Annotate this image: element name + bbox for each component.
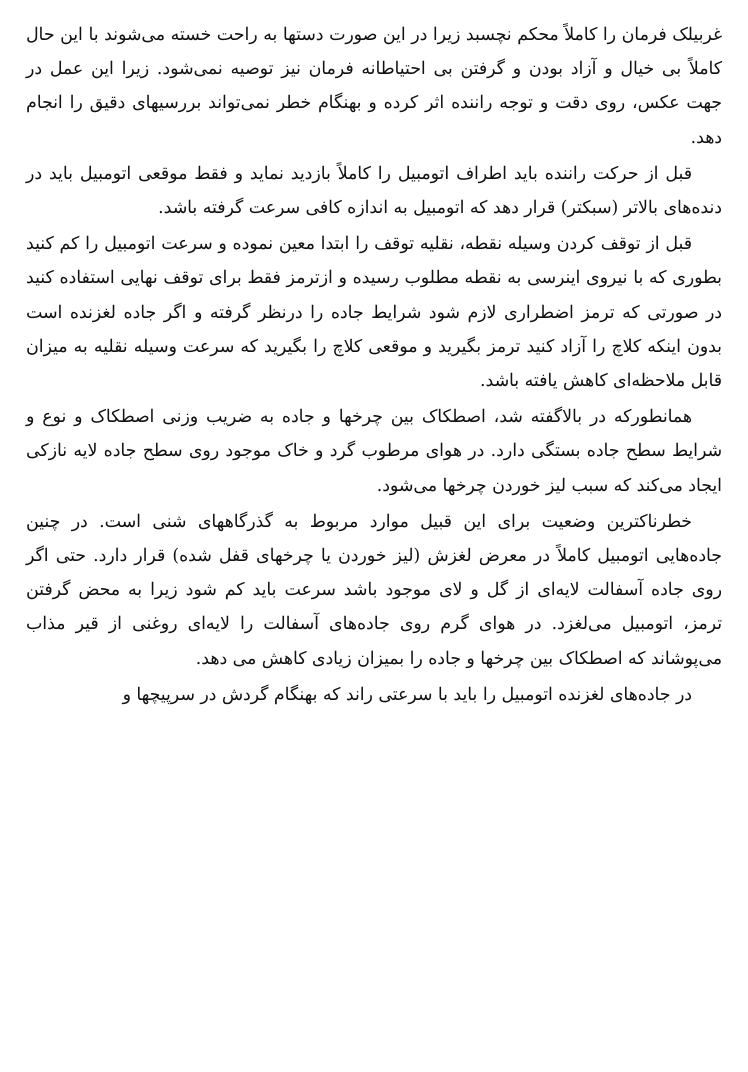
- paragraph-4: همانطورکه در بالاگفته شد، اصطکاک بین چرخها و جاده به ضریب وزنی اصطکاک و نوع و شرایط سطح جاده بستگی دارد. در هوای مرطوب گرد و خاک موجود روی سطح جاده لایه نازکی ایجاد می‌کند که سبب لیز خوردن چرخها می‌شود.: [26, 407, 722, 496]
- paragraph-1: غربیلک فرمان را کاملاً محکم نچسبد زیرا در این صورت دستها به راحت خسته می‌شوند با این حال کاملاً بی خیال و آزاد بودن و گرفتن بی احتیاطانه فرمان نیز توصیه نمی‌شود. زیرا این عمل در جهت عکس، روی دقت و توجه راننده اثر کرده و بهنگام خطر نمی‌تواند بررسیهای دقیق را انجام دهد.: [26, 25, 722, 148]
- paragraph-6: در جاده‌های لغزنده اتومبیل را باید با سرعتی راند که بهنگام گردش در سرپیچها و: [122, 684, 692, 705]
- paragraph-3: قبل از توقف کردن وسیله نقطه، نقلیه توقف را ابتدا معین نموده و سرعت اتومبیل را کم کنید بطوری که با نیروی اینرسی به نقطه مطلوب رسیده و ازترمز فقط برای توقف نهایی استفاده کنید در صورتی که ترمز اضطراری لازم شود شرایط جاده را درنظر گرفته و اگر جاده لغزنده است بدون اینکه کلاچ را آزاد کنید ترمز بگیرید و موقعی کلاچ را بگیرید که سرعت وسیله نقلیه به میزان قابل ملاحظه‌ای کاهش یافته باشد.: [26, 234, 722, 392]
- document-page: [26, 18, 722, 714]
- paragraph-5: خطرناکترین وضعیت برای این قبیل موارد مربوط به گذرگاههای شنی است. در چنین جاده‌هایی اتومبیل کاملاً در معرض لغزش (لیز خوردن یا چرخهای قفل شده) قرار دارد. حتی اگر روی جاده آسفالت لایه‌ای از گل و لای موجود باشد سرعت باید کم شود زیرا به محض گرفتن ترمز، اتومبیل می‌لغزد. در هوای گرم روی جاده‌های آسفالت را لایه‌ای روغنی از قیر مذاب می‌پوشاند که اصطکاک بین چرخها و جاده را بمیزان زیادی کاهش می دهد.: [26, 511, 722, 669]
- paragraph-2: قبل از حرکت راننده باید اطراف اتومبیل را کاملاً بازدید نماید و فقط موقعی اتومبیل باید در دنده‌های بالاتر (سبکتر) قرار دهد که اتومبیل به اندازه کافی سرعت گرفته باشد.: [26, 163, 722, 219]
